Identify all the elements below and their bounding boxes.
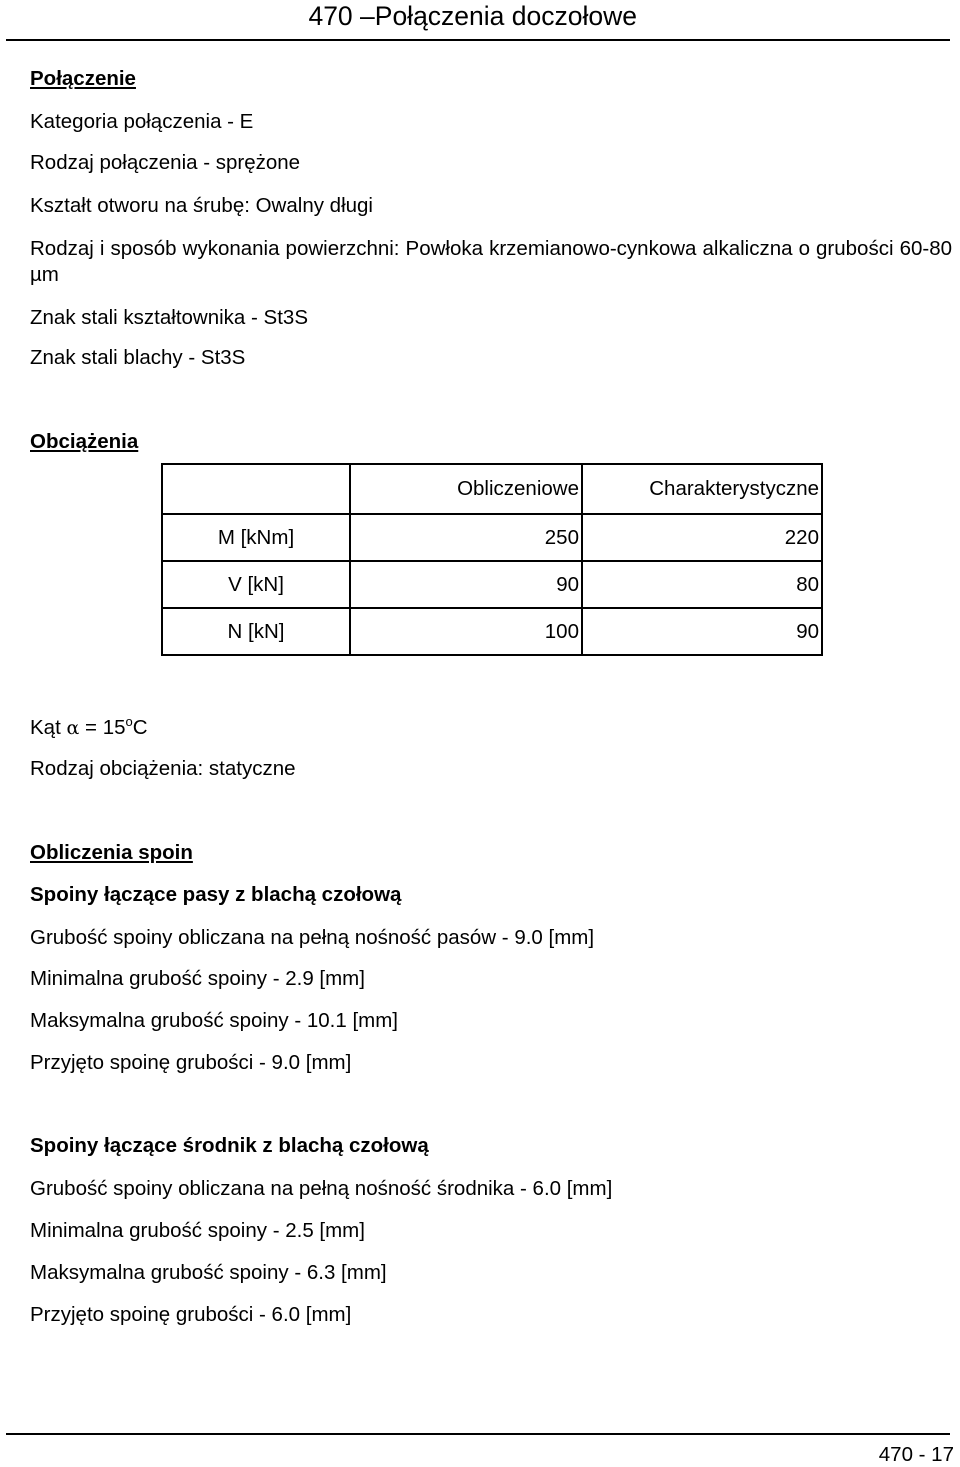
plate-steel-grade: Znak stali blachy - St3S [30,346,246,369]
table-header-cell: Obliczeniowe [350,464,582,514]
connection-category: Kategoria połączenia - E [30,110,254,133]
list-item: Minimalna grubość spoiny - 2.9 [mm] [30,967,365,990]
table-row [162,561,822,608]
profile-steel-grade: Znak stali kształtownika - St3S [30,306,308,329]
welds-heading: Obliczenia spoin [30,841,193,864]
list-item: Grubość spoiny obliczana na pełną nośność środnika - 6.0 [mm] [30,1177,613,1200]
table-header-cell: Charakterystyczne [582,464,822,514]
table-cell: V [kN] [162,561,350,608]
table-cell: 80 [582,561,822,608]
angle-prefix: Kąt [30,716,61,739]
table-cell: 90 [350,561,582,608]
page-number: 470 - 17 [878,1443,954,1466]
table-cell: 100 [350,608,582,655]
connection-heading: Połączenie [30,67,136,90]
connection-type: Rodzaj połączenia - sprężone [30,151,301,174]
table-cell: 90 [582,608,822,655]
web-weld-title: Spoiny łączące środnik z blachą czołową [30,1134,429,1157]
load-type: Rodzaj obciążenia: statyczne [30,757,296,780]
surface-description: Rodzaj i sposób wykonania powierzchni: Powłoka krzemianowo-cynkowa alkaliczna o grubości 60-80 µm [30,237,952,286]
alpha-symbol: α [66,717,80,739]
table-cell: N [kN] [162,608,350,655]
page-header-title: 470 –Połączenia doczołowe [308,1,637,31]
loads-table [161,463,823,656]
hole-shape: Kształt otworu na śrubę: Owalny długi [30,194,373,217]
degree-sup: o [125,714,133,729]
list-item: Maksymalna grubość spoiny - 6.3 [mm] [30,1261,387,1284]
table-row [162,608,822,655]
footer-rule [6,1433,950,1435]
list-item: Minimalna grubość spoiny - 2.5 [mm] [30,1219,365,1242]
table-header-cell [162,464,350,514]
loads-heading: Obciążenia [30,430,139,453]
list-item: Przyjęto spoinę grubości - 9.0 [mm] [30,1051,352,1074]
table-header-row [162,464,822,514]
table-cell: 250 [350,514,582,561]
list-item: Przyjęto spoinę grubości - 6.0 [mm] [30,1303,352,1326]
angle-line [30,716,148,740]
header-rule [6,39,950,41]
table-cell: 220 [582,514,822,561]
list-item: Maksymalna grubość spoiny - 10.1 [mm] [30,1009,398,1032]
table-cell: M [kNm] [162,514,350,561]
flange-weld-title: Spoiny łączące pasy z blachą czołową [30,883,402,906]
table-row [162,514,822,561]
angle-value: = 15 [85,716,126,739]
list-item: Grubość spoiny obliczana na pełną nośność pasów - 9.0 [mm] [30,926,595,949]
angle-unit: C [132,716,148,739]
